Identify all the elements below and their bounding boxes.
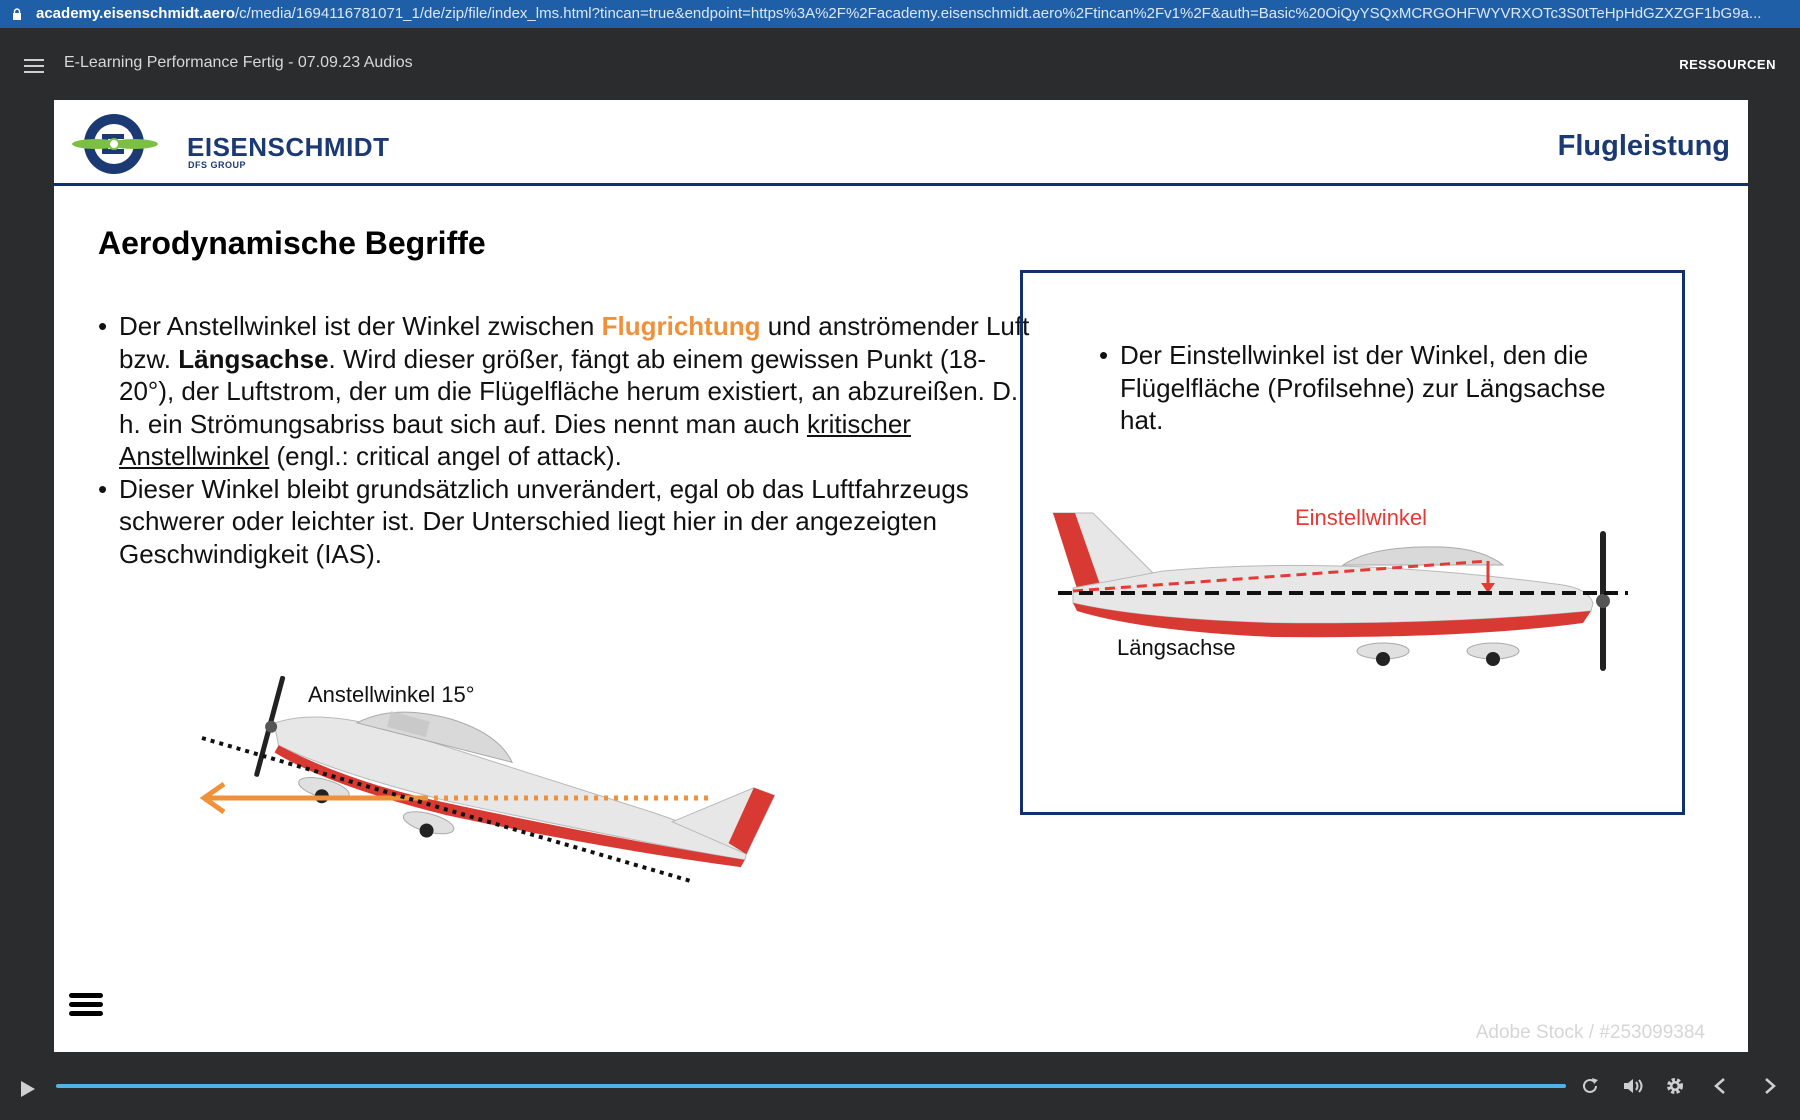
bullet1-text-1: Der Anstellwinkel ist der Winkel zwischen (119, 311, 602, 341)
section-title: Flugleistung (1557, 130, 1730, 162)
url-domain: academy.eisenschmidt.aero (36, 5, 235, 22)
address-bar[interactable] (0, 0, 1800, 28)
play-icon[interactable] (20, 1080, 36, 1098)
flugrichtung-term: Flugrichtung (601, 311, 761, 341)
bullet1-text-4: (engl.: critical angel of attack). (269, 441, 622, 471)
url-path: /c/media/1694116781071_1/de/zip/file/index_lms.html?tincan=true&endpoint=https%3A%2F%2Facademy.eisenschmidt.aero%2Ftincan%2Fv1%2F&auth=Basic%20OiQyYSQxMCRGOHFWYVRXOTc3S0tTeHpHdGZXZGF1bG9a... (234, 5, 1762, 22)
settings-gear-icon[interactable] (1665, 1076, 1685, 1096)
hamburger-menu-icon[interactable] (24, 59, 44, 73)
resources-button[interactable]: RESSOURCEN (1679, 57, 1776, 72)
slide-menu-icon[interactable] (69, 993, 103, 1021)
bullet-anstellwinkel (98, 310, 1038, 473)
progress-bar[interactable] (56, 1084, 1566, 1088)
player-controls (0, 1052, 1800, 1120)
progress-fill (56, 1084, 1566, 1088)
slide-title: Aerodynamische Begriffe (98, 225, 486, 261)
bullet1-text-3: . Wird dieser größer, fängt ab einem gewissen Punkt (18-20°), der Luftstrom, der um die Flügelfläche herum existiert, an abzureißen. D. h. ein Strömungsabriss baut sich auf. Dies nennt man auch (119, 343, 1019, 439)
previous-slide-icon[interactable] (1712, 1076, 1728, 1096)
bullet-gewicht: • Dieser Winkel bleibt grundsätzlich unverändert, egal ob das Luftfahrzeugs schwerer oder leichter ist. Der Unterschied liegt hier in der angezeigten Geschwindigkeit (IAS). (98, 473, 1038, 571)
einstellwinkel-box (1020, 270, 1685, 815)
kritischer-anstellwinkel-term: kritischer Anstellwinkel (119, 408, 911, 471)
lock-icon (12, 8, 22, 20)
bullet1-text-2: und anströmender Luft bzw. (119, 311, 1030, 374)
plane-angle-of-attack-illustration (154, 660, 814, 920)
url-text (36, 0, 1791, 28)
course-title: E-Learning Performance Fertig - 07.09.23 Audios (64, 54, 413, 71)
eisenschmidt-logo (72, 108, 412, 178)
slide (54, 100, 1748, 1052)
laengsachse-label: Längsachse (1117, 635, 1236, 660)
anstellwinkel-label: Anstellwinkel 15° (308, 682, 475, 707)
volume-icon[interactable] (1622, 1076, 1644, 1096)
image-credit: Adobe Stock / #253099384 (1475, 1022, 1705, 1043)
propeller-logo-icon (72, 108, 172, 178)
player-topbar (0, 28, 1800, 100)
laengsachse-term: Längsachse (178, 343, 329, 374)
slide-header (54, 100, 1748, 186)
logo-subtext: DFS GROUP (188, 160, 247, 170)
replay-icon[interactable] (1580, 1076, 1600, 1096)
logo-text: EISENSCHMIDT (187, 132, 390, 162)
next-slide-icon[interactable] (1762, 1076, 1778, 1096)
bullet-list (98, 310, 1038, 570)
einstellwinkel-label: Einstellwinkel (1295, 505, 1428, 530)
box-bullet: • Der Einstellwinkel ist der Winkel, den die Flügelfläche (Profilsehne) zur Längsachse hat. (1099, 339, 1619, 437)
